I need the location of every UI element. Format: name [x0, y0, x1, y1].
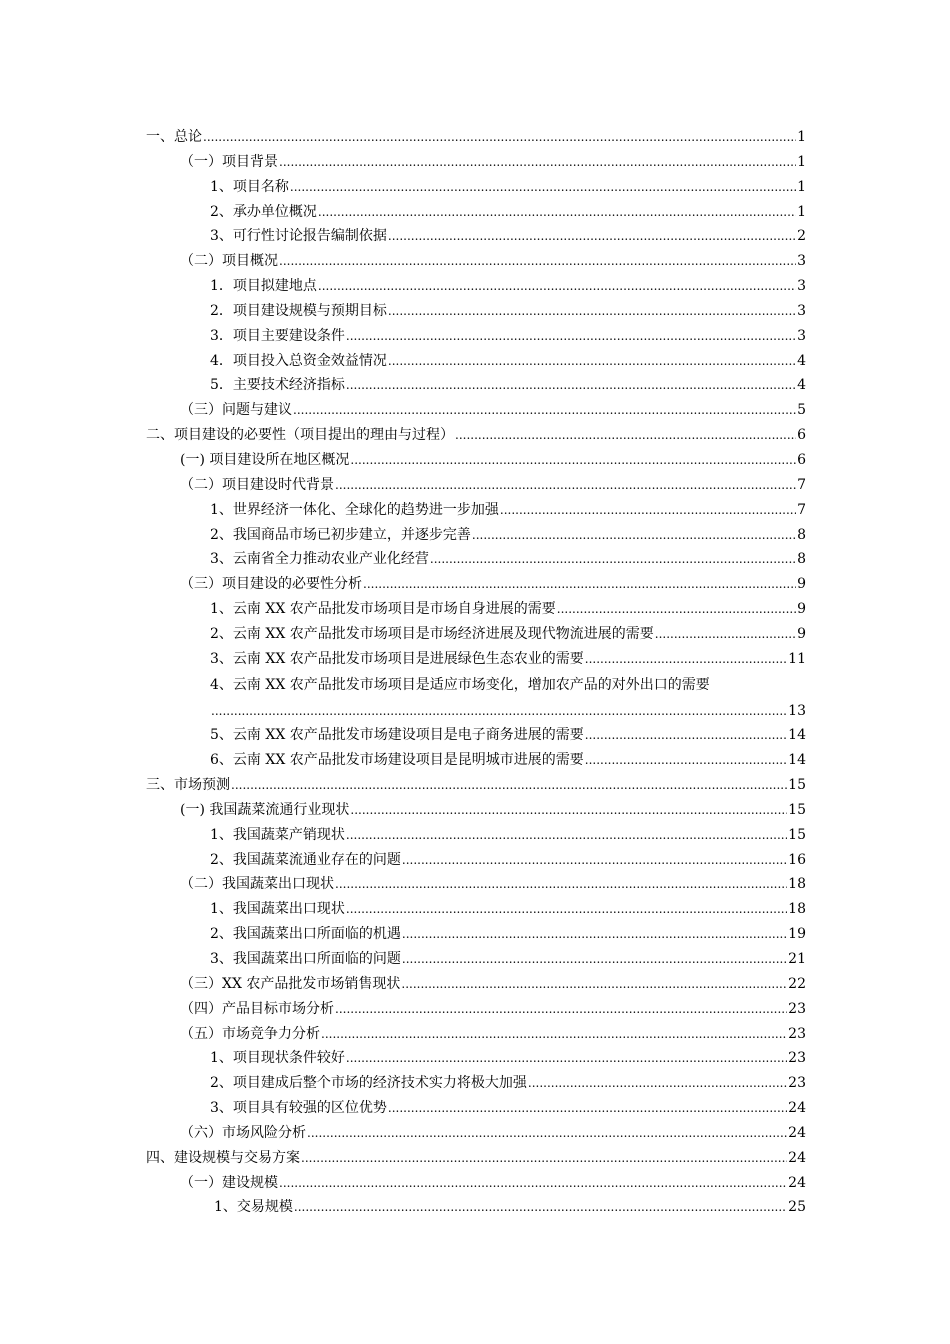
toc-entry-page: 14 — [788, 752, 806, 769]
toc-leader-dots — [321, 1022, 787, 1047]
toc-entry[interactable] — [146, 848, 806, 873]
toc-entry-page: 3 — [797, 302, 806, 319]
toc-entry-title: 四、建设规模与交易方案 — [146, 1149, 300, 1166]
toc-entry-title: 5．主要技术经济指标 — [210, 377, 345, 394]
toc-entry-page: 9 — [797, 625, 806, 642]
toc-entry-page: 5 — [797, 402, 806, 419]
toc-leader-dots — [346, 324, 796, 349]
toc-entry-title: 4、云南 XX 农产品批发市场项目是适应市场变化，增加农产品的对外出口的需要 — [210, 676, 710, 693]
toc-entry-title: 3、可行性讨论报告编制依据 — [210, 228, 387, 245]
toc-entry[interactable] — [146, 1171, 806, 1196]
toc-leader-dots — [430, 547, 796, 572]
toc-entry-page: 7 — [797, 501, 806, 518]
toc-entry-title: 5、云南 XX 农产品批发市场建设项目是电子商务进展的需要 — [210, 727, 584, 744]
toc-entry-title: 2．项目建设规模与预期目标 — [210, 302, 387, 319]
toc-leader-dots — [350, 448, 796, 473]
toc-leader-dots — [388, 349, 796, 374]
toc-entry-title: （三）问题与建议 — [180, 402, 292, 419]
toc-entry-title: （一）建设规模 — [180, 1174, 278, 1191]
toc-leader-dots — [401, 972, 787, 997]
toc-entry-title: （三）项目建设的必要性分析 — [180, 576, 362, 593]
toc-entry-title: 三、市场预测 — [146, 777, 230, 794]
toc-entry-title: 3．项目主要建设条件 — [210, 327, 345, 344]
toc-leader-dots — [290, 175, 796, 200]
toc-leader-dots — [402, 848, 787, 873]
toc-entry-title: 2、项目建成后整个市场的经济技术实力将极大加强 — [210, 1075, 527, 1092]
toc-entry[interactable] — [146, 1096, 806, 1121]
toc-entry-page: 23 — [788, 1075, 806, 1092]
toc-entry-title: 1、我国蔬菜产销现状 — [210, 826, 345, 843]
toc-leader-dots — [557, 597, 796, 622]
toc-entry-page: 23 — [788, 1050, 806, 1067]
toc-entry-page: 3 — [797, 327, 806, 344]
toc-leader-dots — [472, 523, 796, 548]
toc-entry[interactable] — [146, 523, 806, 548]
toc-entry[interactable] — [146, 349, 806, 374]
toc-entry[interactable] — [146, 324, 806, 349]
toc-entry-title: （二）项目概况 — [180, 253, 278, 270]
toc-entry-page: 15 — [788, 801, 806, 818]
toc-entry-page: 1 — [797, 203, 806, 220]
toc-entry-page: 4 — [797, 377, 806, 394]
toc-entry[interactable] — [146, 723, 806, 748]
toc-entry-title: 2、承办单位概况 — [210, 203, 317, 220]
toc-entry[interactable] — [146, 572, 806, 597]
toc-leader-dots — [211, 699, 787, 724]
toc-entry[interactable] — [146, 622, 806, 647]
toc-entry[interactable] — [146, 398, 806, 423]
toc-entry-title: （一）项目背景 — [180, 153, 278, 170]
toc-entry[interactable] — [146, 498, 806, 523]
toc-entry-title: （五）市场竞争力分析 — [180, 1025, 320, 1042]
toc-entry[interactable] — [146, 249, 806, 274]
table-of-contents — [146, 125, 806, 1220]
toc-entry-page: 9 — [797, 601, 806, 618]
toc-leader-dots — [500, 498, 796, 523]
toc-leader-dots — [346, 1046, 787, 1071]
toc-leader-dots — [307, 1121, 787, 1146]
toc-leader-dots — [585, 647, 787, 672]
toc-leader-dots — [279, 150, 796, 175]
toc-entry-title: 2、我国蔬菜流通业存在的问题 — [210, 851, 401, 868]
toc-entry-title: 二、项目建设的必要性（项目提出的理由与过程） — [146, 427, 454, 444]
toc-entry[interactable] — [146, 423, 806, 448]
toc-entry-page: 7 — [797, 476, 806, 493]
toc-entry[interactable] — [146, 972, 806, 997]
toc-entry[interactable] — [146, 1046, 806, 1071]
toc-entry-title: 1、项目现状条件较好 — [210, 1050, 345, 1067]
toc-entry-page: 13 — [788, 702, 806, 719]
toc-leader-dots — [318, 274, 796, 299]
toc-entry[interactable] — [146, 1146, 806, 1171]
toc-entry[interactable] — [146, 647, 806, 672]
toc-leader-dots — [335, 997, 787, 1022]
toc-entry[interactable] — [146, 373, 806, 398]
toc-leader-dots — [655, 622, 796, 647]
toc-leader-dots — [279, 249, 796, 274]
toc-leader-dots — [318, 200, 796, 225]
toc-entry-page: 24 — [788, 1174, 806, 1191]
toc-leader-dots — [346, 897, 787, 922]
toc-entry-title: (一) 我国蔬菜流通行业现状 — [180, 801, 350, 818]
toc-leader-dots — [279, 1171, 787, 1196]
toc-entry-page: 15 — [788, 777, 806, 794]
toc-entry-title: 2、我国蔬菜出口所面临的机遇 — [210, 926, 401, 943]
toc-entry-title: 1、交易规模 — [214, 1199, 293, 1216]
toc-entry-page: 18 — [788, 876, 806, 893]
toc-leader-dots — [346, 823, 787, 848]
toc-entry-page: 15 — [788, 826, 806, 843]
toc-leader-dots — [388, 224, 796, 249]
toc-leader-dots — [363, 572, 796, 597]
toc-entry-page: 22 — [788, 975, 806, 992]
toc-entry-page: 1 — [797, 153, 806, 170]
toc-entry[interactable] — [146, 1071, 806, 1096]
toc-entry-page: 6 — [797, 427, 806, 444]
toc-entry[interactable] — [146, 274, 806, 299]
toc-entry[interactable] — [146, 773, 806, 798]
toc-leader-dots — [335, 473, 796, 498]
toc-leader-dots — [585, 723, 787, 748]
toc-entry-title: 1、云南 XX 农产品批发市场项目是市场自身进展的需要 — [210, 601, 556, 618]
toc-entry[interactable] — [146, 299, 806, 324]
toc-entry-page: 9 — [797, 576, 806, 593]
toc-entry-title: 一、总论 — [146, 129, 202, 145]
toc-entry-title: 2、云南 XX 农产品批发市场项目是市场经济进展及现代物流进展的需要 — [210, 625, 654, 642]
toc-entry-page: 21 — [788, 951, 806, 967]
toc-entry-page: 8 — [797, 526, 806, 543]
toc-leader-dots — [293, 398, 796, 423]
toc-entry-page: 24 — [788, 1100, 806, 1117]
toc-entry-page: 8 — [797, 551, 806, 568]
toc-entry-title: 2、我国商品市场已初步建立，并逐步完善 — [210, 526, 471, 543]
toc-entry[interactable] — [146, 798, 806, 823]
toc-entry[interactable] — [146, 200, 806, 225]
toc-entry[interactable] — [146, 997, 806, 1022]
toc-leader-dots — [402, 947, 787, 972]
toc-entry[interactable] — [146, 897, 806, 922]
toc-entry-title: 6、云南 XX 农产品批发市场建设项目是昆明城市进展的需要 — [210, 752, 584, 769]
toc-entry-page: 6 — [797, 451, 806, 468]
toc-entry[interactable] — [146, 1022, 806, 1047]
toc-entry-page: 24 — [788, 1124, 806, 1141]
toc-leader-dots — [388, 1096, 787, 1121]
toc-leader-dots — [528, 1071, 787, 1096]
toc-entry-continuation[interactable] — [146, 699, 806, 724]
toc-entry[interactable] — [146, 872, 806, 897]
toc-entry-page: 4 — [797, 352, 806, 369]
toc-entry-title: 1、世界经济一体化、全球化的趋势进一步加强 — [210, 501, 499, 518]
toc-leader-dots — [346, 373, 796, 398]
toc-leader-dots — [301, 1146, 787, 1171]
toc-entry-page: 19 — [788, 926, 806, 943]
toc-entry-page: 3 — [797, 278, 806, 295]
toc-entry-title: 1、项目名称 — [210, 178, 289, 195]
toc-entry-page: 23 — [788, 1025, 806, 1042]
toc-leader-dots — [402, 922, 787, 947]
toc-entry-page: 3 — [797, 253, 806, 270]
toc-entry-page: 23 — [788, 1000, 806, 1017]
toc-entry[interactable] — [146, 150, 806, 175]
toc-entry-page: 1 — [797, 178, 806, 195]
toc-entry-title: 3、项目具有较强的区位优势 — [210, 1100, 387, 1117]
toc-entry[interactable] — [146, 473, 806, 498]
toc-entry-title: (一) 项目建设所在地区概况 — [180, 451, 350, 468]
toc-entry[interactable] — [146, 823, 806, 848]
toc-leader-dots — [388, 299, 796, 324]
toc-entry-page: 14 — [788, 727, 806, 744]
toc-entry-title: 1．项目拟建地点 — [210, 278, 317, 295]
toc-entry[interactable] — [146, 175, 806, 200]
toc-entry-page: 11 — [788, 650, 806, 667]
toc-entry[interactable] — [146, 947, 806, 972]
toc-leader-dots — [335, 872, 787, 897]
toc-entry[interactable] — [146, 922, 806, 947]
toc-entry[interactable] — [146, 1121, 806, 1146]
toc-leader-dots — [455, 423, 796, 448]
toc-entry-page: 1 — [797, 129, 806, 145]
toc-entry[interactable] — [146, 547, 806, 572]
toc-entry-page: 24 — [788, 1149, 806, 1166]
toc-leader-dots — [294, 1195, 787, 1220]
toc-entry[interactable] — [146, 448, 806, 473]
toc-entry[interactable] — [146, 224, 806, 249]
toc-leader-dots — [231, 773, 787, 798]
toc-entry-page: 16 — [788, 851, 806, 868]
toc-entry-title: （三）XX 农产品批发市场销售现状 — [180, 975, 401, 992]
toc-entry-title: （六）市场风险分析 — [180, 1124, 306, 1141]
toc-entry[interactable] — [146, 597, 806, 622]
toc-entry-title: （二）项目建设时代背景 — [180, 476, 334, 493]
toc-leader-dots — [203, 125, 796, 150]
toc-entry-page: 2 — [797, 228, 806, 245]
toc-entry-title: （二）我国蔬菜出口现状 — [180, 876, 334, 893]
toc-entry[interactable] — [146, 672, 806, 699]
toc-entry-title: 3、云南 XX 农产品批发市场项目是进展绿色生态农业的需要 — [210, 650, 584, 667]
toc-leader-dots — [585, 748, 787, 773]
toc-entry-title: 1、我国蔬菜出口现状 — [210, 901, 345, 918]
toc-entry-title: 3、我国蔬菜出口所面临的问题 — [210, 951, 401, 967]
toc-entry-title: 3、云南省全力推动农业产业化经营 — [210, 551, 429, 568]
toc-entry-title: （四）产品目标市场分析 — [180, 1000, 334, 1017]
toc-entry-title: 4．项目投入总资金效益情况 — [210, 352, 387, 369]
toc-entry[interactable] — [146, 748, 806, 773]
toc-entry[interactable] — [146, 125, 806, 150]
toc-entry-page: 18 — [788, 901, 806, 918]
toc-entry-page: 25 — [788, 1199, 806, 1216]
toc-entry[interactable] — [146, 1195, 806, 1220]
toc-leader-dots — [350, 798, 787, 823]
